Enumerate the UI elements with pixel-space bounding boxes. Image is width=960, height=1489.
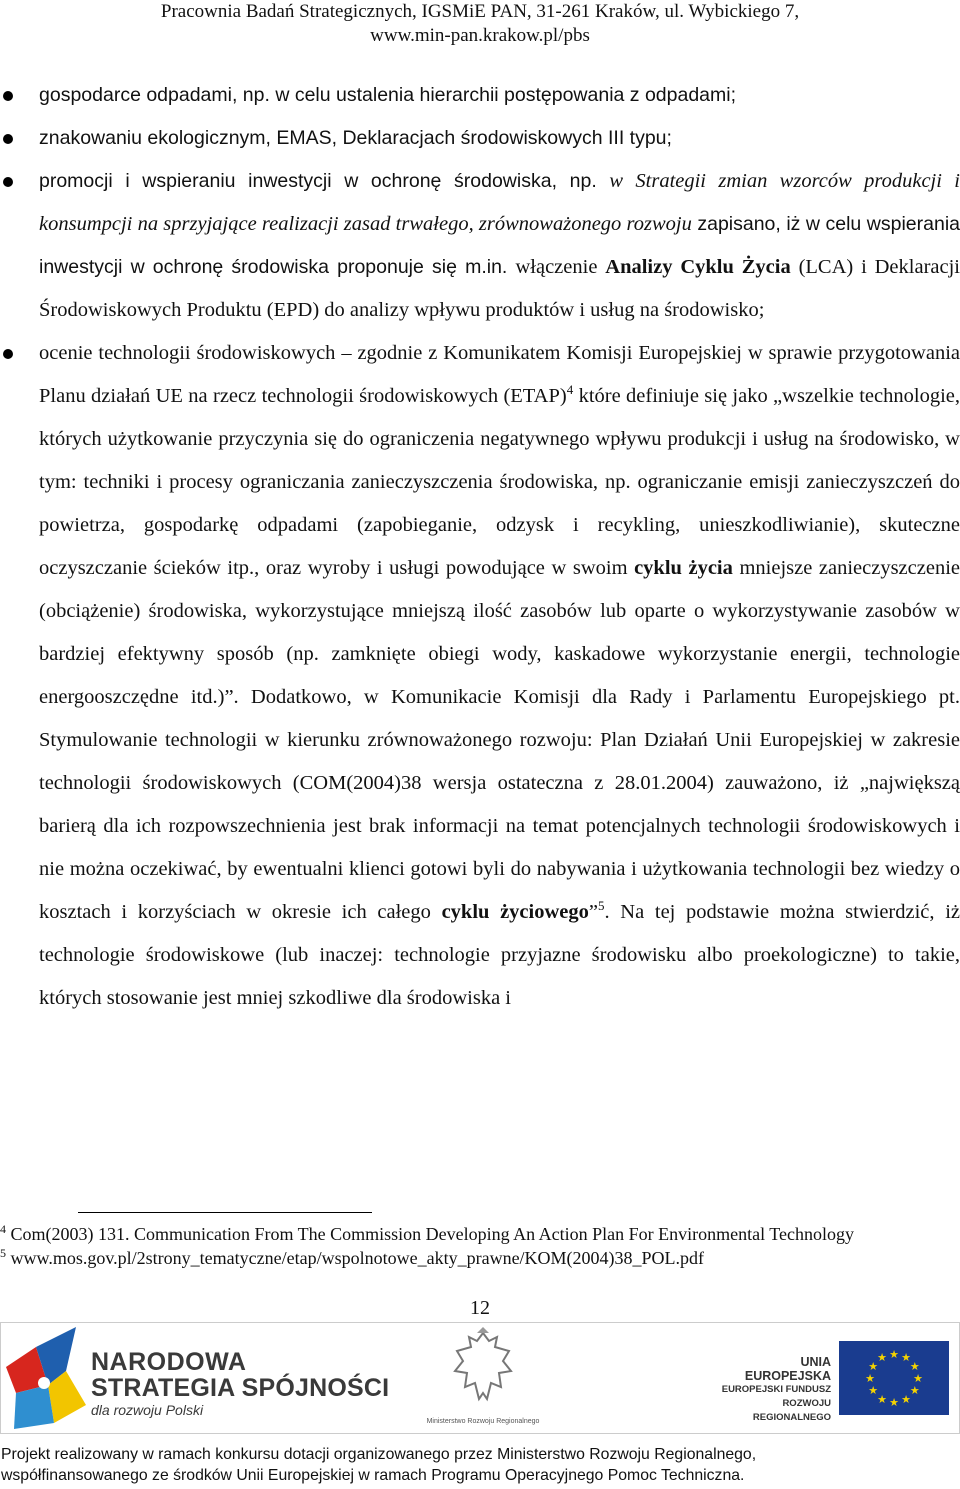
- list-item-text: ocenie technologii środowiskowych – zgodnie z Komunikatem Komisji Europejskiej w sprawie przygotowania Planu działań UE na rzecz technologii środowiskowych (ETAP): [39, 342, 960, 407]
- list-item-text: ”: [588, 901, 598, 923]
- eu-star-icon: ★: [901, 1352, 911, 1365]
- bullet-icon: [3, 91, 13, 101]
- eu-star-icon: ★: [865, 1373, 875, 1385]
- list-item: [0, 332, 960, 1020]
- ministry-caption: Ministerstwo Rozwoju Regionalnego: [426, 1418, 540, 1425]
- eu-star-icon: ★: [889, 1349, 899, 1361]
- footnote-number: 4: [0, 1222, 6, 1236]
- list-item-text: (LCA) i Deklaracji Środowiskowych Produktu (EPD) do analizy wpływu produktów i usług na środowisko;: [39, 256, 960, 321]
- list-item-text: znakowaniu ekologicznym, EMAS, Deklaracjach środowiskowych III typu;: [39, 127, 672, 149]
- eu-line-3: ROZWOJU REGIONALNEGO: [752, 1398, 831, 1423]
- eu-star-icon: ★: [877, 1352, 887, 1365]
- list-item-text: . Na tej podstawie można stwierdzić, iż technologie środowiskowe (lub inaczej: technologie przyjazne środowisku albo proekologiczne) to takie, których stosowanie jest mniej szkodliwe dla środowiska i: [39, 901, 960, 1009]
- nss-line-1: NARODOWA: [91, 1348, 247, 1376]
- bullet-icon: [3, 349, 13, 359]
- ministry-logo: [423, 1327, 543, 1425]
- footnote-ref[interactable]: 4: [566, 382, 574, 398]
- header-line-2: www.min-pan.krakow.pl/pbs: [370, 25, 590, 46]
- funding-line-2: współfinansowanego ze środków Unii Europejskiej w ramach Programu Operacyjnego Pomoc Techniczna.: [1, 1467, 745, 1484]
- bullet-list: [0, 74, 960, 1020]
- nss-logo-icon: [6, 1327, 88, 1431]
- page-number: 12: [470, 1297, 490, 1319]
- list-item-text: mniejsze zanieczyszczenie (obciążenie) środowiska, wykorzystujące mniejszą ilość zasobów lub oparte o wykorzystywanie zasobów w bardziej efektywny sposób (np. zamknięte obiegi wody, kaskadowe wykorzystanie energii, technologie energooszczędne itd.)”. Dodatkowo, w Komunikacie Komisji dla Rady i Parlamentu Europejskiego pt. Stymulowanie technologii w kierunku zrównoważonego rozwoju: Plan Działań Unii Europejskiej w zakresie technologii środowiskowych (COM(2004)38 wersja ostateczna z 28.01.2004) zauważono, iż „największą barierą dla ich rozpowszechnienia jest brak informacji na temat potencjalnych technologii środowiskowych i nie można oczekiwać, by ewentualni klienci gotowi byli do nabywania i użytkowania technologii bez wiedzy o kosztach i korzyściach w okresie ich całego: [39, 557, 960, 923]
- list-item-text: gospodarce odpadami, np. w celu ustalenia hierarchii postępowania z odpadami;: [39, 84, 737, 106]
- list-item-text: promocji i wspieraniu inwestycji w ochronę środowiska, np.: [39, 170, 610, 192]
- bold-term: cyklu życiowego: [441, 901, 589, 923]
- eu-star-icon: ★: [868, 1385, 879, 1397]
- footnote-separator: [78, 1212, 372, 1213]
- bullet-icon: [3, 177, 13, 187]
- eu-star-icon: ★: [909, 1385, 920, 1397]
- nss-line-3: dla rozwoju Polski: [91, 1402, 204, 1418]
- eu-line-2: EUROPEJSKI FUNDUSZ: [721, 1384, 831, 1395]
- eu-star-icon: ★: [889, 1397, 899, 1409]
- eu-star-icon: ★: [909, 1361, 920, 1373]
- nss-logo-text: [91, 1349, 389, 1419]
- logo-bar: [0, 1322, 960, 1434]
- funding-line-1: Projekt realizowany w ramach konkursu dotacji organizowanego przez Ministerstwo Rozwoju Regionalnego,: [1, 1446, 757, 1463]
- page-header: [0, 0, 960, 48]
- list-item: [0, 74, 960, 117]
- eu-star-icon: ★: [868, 1361, 879, 1373]
- eu-star-icon: ★: [913, 1373, 923, 1385]
- bold-term: cyklu życia: [634, 557, 733, 579]
- footnote-text[interactable]: www.mos.gov.pl/2strony_tematyczne/etap/wspolnotowe_akty_prawne/KOM(2004)38_POL.pdf: [6, 1248, 705, 1268]
- footnote: [0, 1222, 955, 1246]
- footnotes: [0, 1222, 955, 1270]
- funding-note: [1, 1444, 956, 1486]
- bold-term: Analizy Cyklu Życia: [605, 256, 791, 278]
- eu-star-icon: ★: [901, 1393, 911, 1406]
- nss-line-2: STRATEGIA SPÓJNOŚCI: [91, 1374, 390, 1402]
- eu-star-icon: ★: [877, 1393, 887, 1406]
- list-item-text: zapisano, iż w celu wspierania inwestycji w ochronę środowiska proponuje się m.in.: [39, 213, 960, 278]
- list-item: [0, 117, 960, 160]
- italic-quote: w Strategii zmian wzorców produkcji i konsumpcji na sprzyjające realizacji zasad trwałego, zrównoważonego rozwoju: [39, 170, 960, 235]
- eagle-icon: [451, 1327, 515, 1413]
- list-item-text: włączenie: [515, 256, 606, 278]
- list-item: [0, 160, 960, 332]
- bullet-icon: [3, 134, 13, 144]
- eu-line-1: UNIA EUROPEJSKA: [744, 1355, 831, 1383]
- footnote-ref[interactable]: 5: [598, 898, 605, 914]
- eu-flag-icon: [839, 1341, 949, 1415]
- footnote: [0, 1246, 955, 1270]
- footnote-number: 5: [0, 1246, 6, 1260]
- footnote-text: Com(2003) 131. Communication From The Commission Developing An Action Plan For Environmental Technology: [6, 1224, 855, 1244]
- list-item-text: które definiuje się jako „wszelkie technologie, których użytkowanie przyczynia się do ograniczenia negatywnego wpływu produkcji i usług na środowisko, w tym: techniki i procesy ograniczania zanieczyszczenia środowiska, np. ograniczanie emisji zanieczyszczeń do powietrza, gospodarkę odpadami (zapobieganie, odzysk i recykling, unieszkodliwianie), skuteczne oczyszczanie ścieków itp., oraz wyroby i usługi powodujące w swoim: [39, 385, 960, 579]
- eu-logo-text: [713, 1355, 831, 1425]
- header-line-1: Pracownia Badań Strategicznych, IGSMiE PAN, 31-261 Kraków, ul. Wybickiego 7,: [160, 1, 800, 22]
